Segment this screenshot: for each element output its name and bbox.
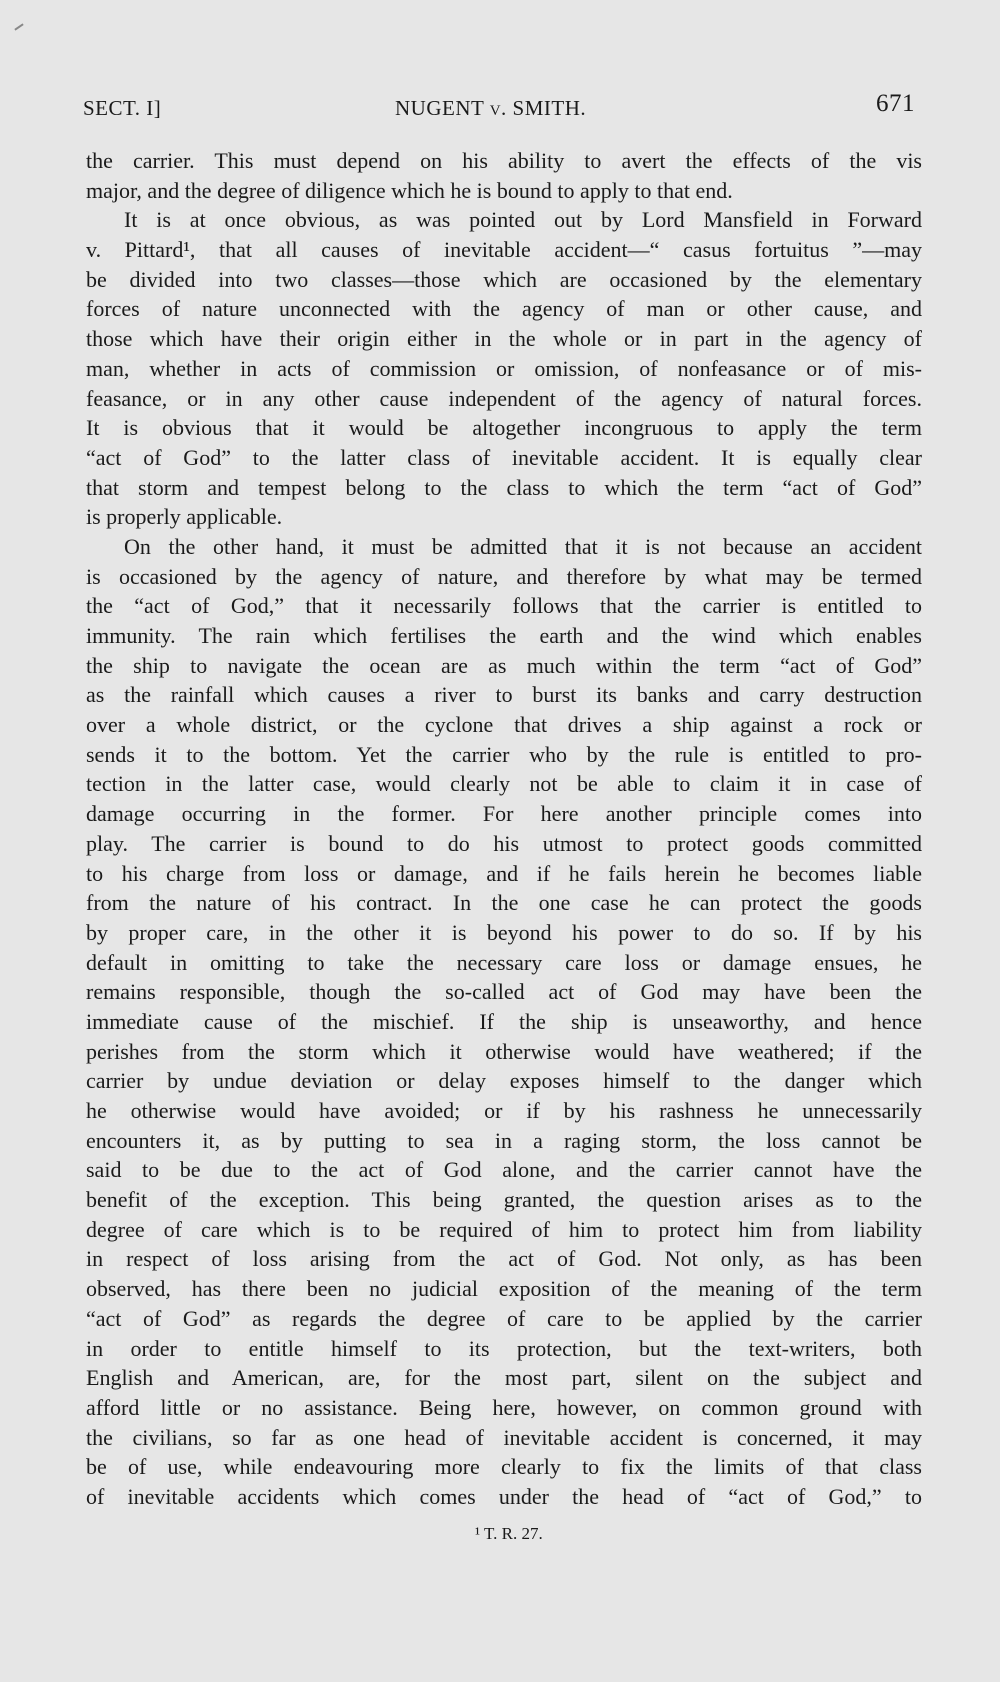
text-line: benefit of the exception. This being granted, the question arises as to the: [86, 1187, 922, 1213]
text-line: On the other hand, it must be admitted that it is not because an accident: [124, 533, 922, 559]
text-line: of inevitable accidents which comes under the head of “act of God,” to: [86, 1483, 922, 1509]
text-line: play. The carrier is bound to do his utmost to protect goods committed: [86, 830, 922, 856]
text-line: immunity. The rain which fertilises the earth and the wind which enables: [86, 623, 922, 648]
text-line: as the rainfall which causes a river to burst its banks and carry destruction: [86, 682, 922, 708]
text-line: to his charge from loss or damage, and if he fails herein he becomes liable: [86, 860, 922, 886]
text-line: “act of God” to the latter class of inevitable accident. It is equally clear: [86, 444, 922, 470]
text-line: in order to entitle himself to its protection, but the text-writers, both: [86, 1335, 922, 1361]
text-line: from the nature of his contract. In the one case he can protect the goods: [86, 890, 922, 916]
text-line: English and American, are, for the most part, silent on the subject and: [86, 1365, 922, 1391]
text-line: the ship to navigate the ocean are as much within the term “act of God”: [86, 652, 922, 678]
text-line: that storm and tempest belong to the class to which the term “act of God”: [86, 474, 922, 500]
text-line: v. Pittard¹, that all causes of inevitable accident—“ casus fortuitus ”—may: [86, 237, 922, 263]
text-line: the “act of God,” that it necessarily follows that the carrier is entitled to: [86, 593, 922, 619]
text-line: the carrier. This must depend on his ability to avert the effects of the vis: [86, 148, 922, 173]
text-line: observed, has there been no judicial exposition of the meaning of the term: [86, 1276, 922, 1302]
text-line: default in omitting to take the necessary care loss or damage ensues, he: [86, 949, 922, 975]
text-line: said to be due to the act of God alone, and the carrier cannot have the: [86, 1157, 922, 1183]
page-number: 671: [876, 90, 915, 117]
text-line: he otherwise would have avoided; or if by his rashness he unnecessarily: [86, 1098, 922, 1123]
text-line: over a whole district, or the cyclone that drives a ship against a rock or: [86, 712, 922, 738]
text-line: be divided into two classes—those which are occasioned by the elementary: [86, 266, 922, 292]
text-line: be of use, while endeavouring more clearly to fix the limits of that class: [86, 1454, 922, 1480]
text-line: forces of nature unconnected with the agency of man or other cause, and: [86, 296, 922, 322]
text-line: feasance, or in any other cause independent of the agency of natural forces.: [86, 385, 922, 411]
text-line: It is at once obvious, as was pointed out by Lord Mansfield in Forward: [124, 207, 922, 233]
text-line: man, whether in acts of commission or omission, of nonfeasance or of mis-: [86, 355, 922, 381]
text-line: carrier by undue deviation or delay exposes himself to the danger which: [86, 1068, 922, 1094]
text-line: afford little or no assistance. Being here, however, on common ground with: [86, 1394, 922, 1420]
text-line: is properly applicable.: [86, 504, 283, 530]
text-line: immediate cause of the mischief. If the ship is unseaworthy, and hence: [86, 1008, 922, 1034]
section-label: SECT. I]: [83, 96, 162, 120]
text-line: encounters it, as by putting to sea in a raging storm, the loss cannot be: [86, 1127, 922, 1153]
text-line: those which have their origin either in the whole or in part in the agency of: [86, 326, 922, 352]
footnote: ¹ T. R. 27.: [475, 1524, 543, 1543]
text-line: in respect of loss arising from the act of God. Not only, as has been: [86, 1246, 922, 1272]
text-line: by proper care, in the other it is beyond his power to do so. If by his: [86, 919, 922, 945]
body-text: [86, 146, 922, 1512]
pencil-mark: [14, 23, 23, 30]
text-line: damage occurring in the former. For here another principle comes into: [86, 801, 922, 827]
case-title: NUGENT v. SMITH.: [395, 96, 587, 120]
text-line: the civilians, so far as one head of inevitable accident is concerned, it may: [86, 1424, 922, 1450]
text-line: perishes from the storm which it otherwise would have weathered; if the: [86, 1038, 922, 1064]
text-line: tection in the latter case, would clearly not be able to claim it in case of: [86, 771, 922, 797]
text-line: “act of God” as regards the degree of care to be applied by the carrier: [86, 1305, 922, 1331]
text-line: major, and the degree of diligence which he is bound to apply to that end.: [86, 177, 733, 203]
text-line: degree of care which is to be required of him to protect him from liability: [86, 1216, 922, 1242]
text-line: is occasioned by the agency of nature, and therefore by what may be termed: [86, 563, 922, 589]
text-line: remains responsible, though the so-called act of God may have been the: [86, 979, 922, 1005]
text-line: sends it to the bottom. Yet the carrier who by the rule is entitled to pro-: [86, 741, 922, 767]
text-line: It is obvious that it would be altogether incongruous to apply the term: [86, 415, 922, 441]
running-head: [83, 86, 915, 126]
